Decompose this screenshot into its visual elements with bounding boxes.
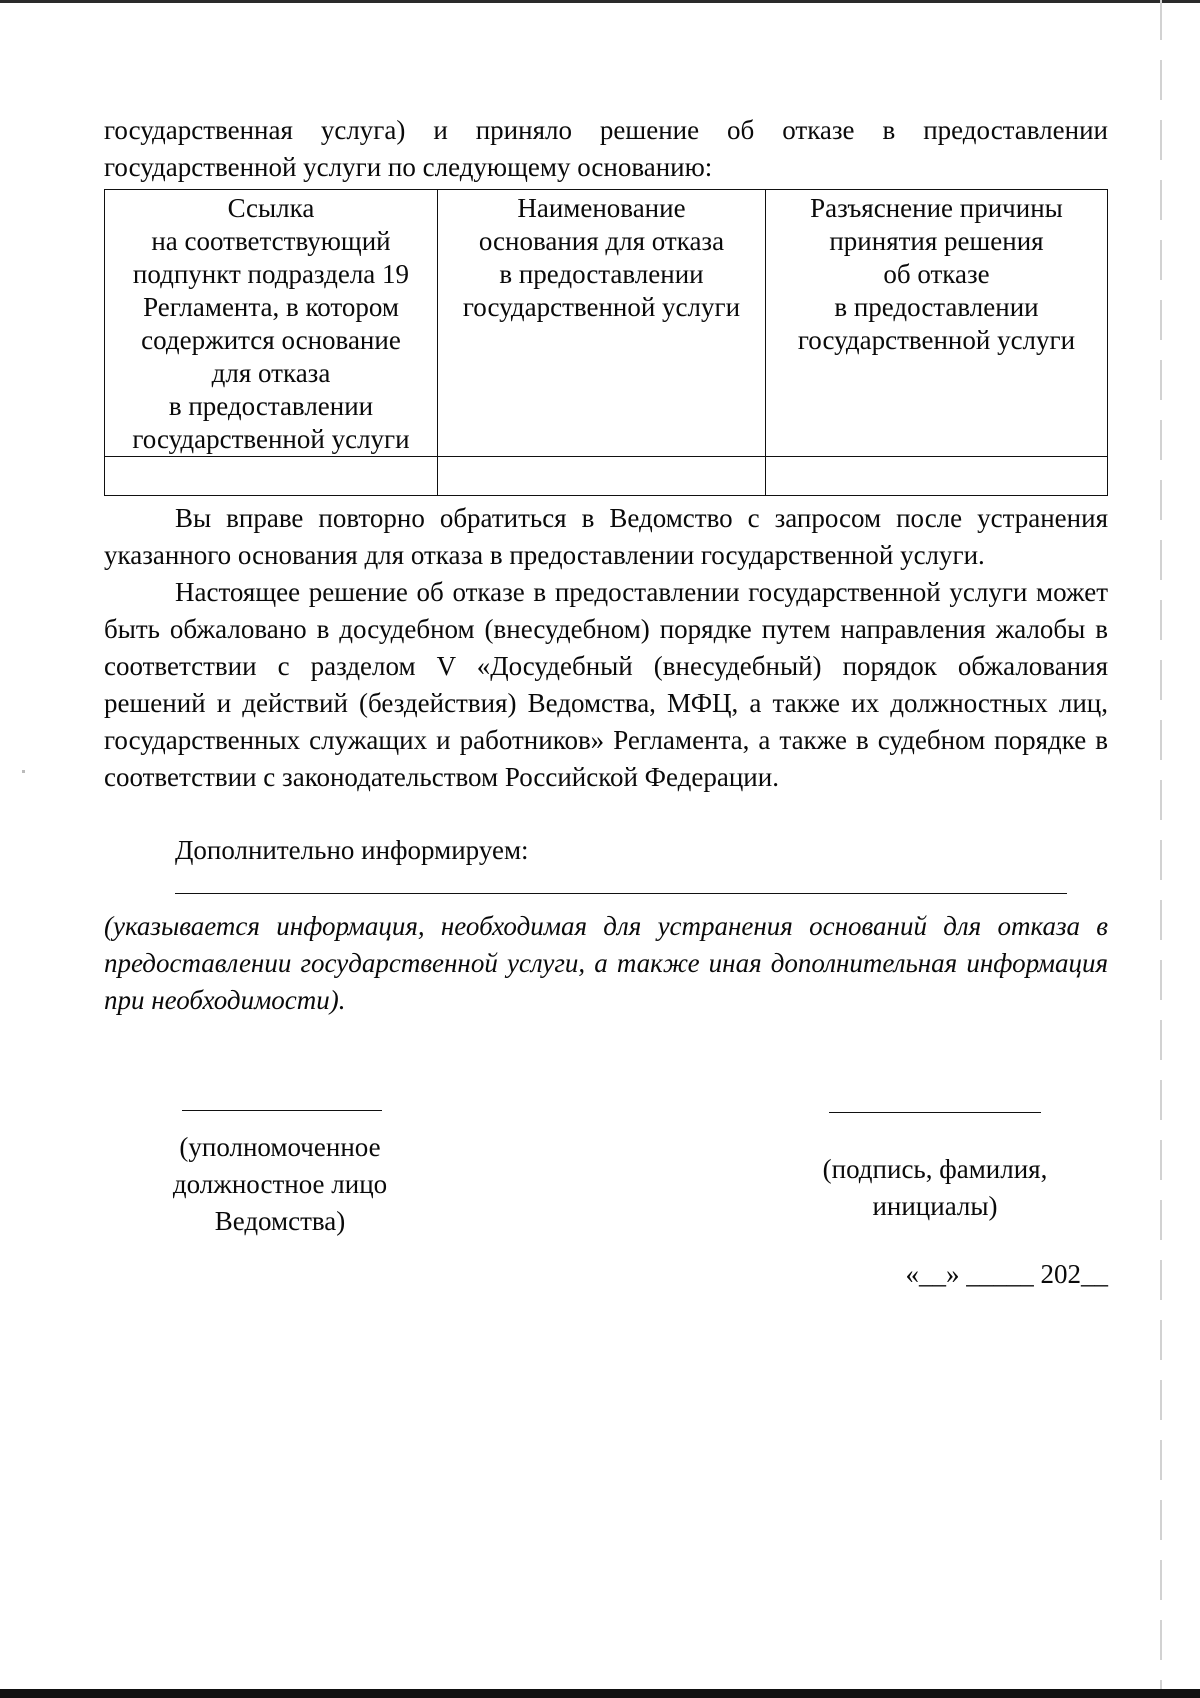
table-cell[interactable]: [765, 457, 1107, 496]
document-body: [104, 112, 1108, 1019]
page-top-edge: [0, 0, 1200, 3]
page-bottom-edge: [0, 1689, 1200, 1698]
header-cell-reference: [105, 190, 438, 457]
table-row-empty: [105, 457, 1108, 496]
header-line: в предоставлении: [499, 259, 704, 289]
header-line: основания для отказа: [478, 226, 725, 256]
additional-info-note: (указывается информация, необходимая для устранения оснований для отказа в предоставлении государственной услуги, а также иная дополнительная информация при необходимости).: [104, 911, 1108, 1015]
signature-line-name[interactable]: [829, 1112, 1041, 1113]
signature-block-name: [790, 1112, 1080, 1225]
header-line: государственной услуги: [462, 292, 741, 322]
header-line: государственной услуги: [132, 424, 410, 454]
header-line: Разъяснение причины: [810, 193, 1063, 223]
signature-caption-line: (уполномоченное: [179, 1132, 381, 1162]
table-header-row: [105, 190, 1108, 457]
signature-caption-line: инициалы): [872, 1191, 998, 1221]
header-cell-reason-name: [437, 190, 765, 457]
table-cell[interactable]: [105, 457, 438, 496]
header-line: в предоставлении: [834, 292, 1039, 322]
header-line: для отказа: [211, 358, 331, 388]
header-line: об отказе: [883, 259, 990, 289]
scan-speck: [22, 770, 25, 773]
header-line: на соответствующий: [151, 226, 391, 256]
intro-line-1: государственная услуга) и приняло решение об отказе в предоставлении: [104, 115, 1108, 145]
header-line: содержится основание: [141, 325, 401, 355]
header-cell-explanation: [765, 190, 1107, 457]
refusal-reasons-table: [104, 189, 1108, 496]
additional-info-fill-line[interactable]: [175, 873, 1067, 894]
additional-info-label: Дополнительно информируем:: [175, 835, 529, 865]
header-line: в предоставлении: [168, 391, 374, 421]
signature-caption-line: должностное лицо: [172, 1169, 388, 1199]
signature-block-official: [140, 1110, 420, 1240]
header-line: принятия решения: [829, 226, 1044, 256]
header-line: Наименование: [517, 193, 686, 223]
header-line: Регламента, в котором: [143, 292, 399, 322]
page-right-edge: [1160, 0, 1162, 1698]
header-line: государственной услуги: [797, 325, 1076, 355]
header-line: подпункт подраздела 19: [132, 259, 410, 289]
signature-line-official[interactable]: [182, 1110, 382, 1111]
header-line: Ссылка: [227, 193, 315, 223]
intro-line-2: государственной услуги по следующему основанию:: [104, 152, 713, 182]
table-cell[interactable]: [437, 457, 765, 496]
signature-caption-line: (подпись, фамилия,: [822, 1154, 1048, 1184]
signature-caption-line: Ведомства): [214, 1206, 346, 1236]
paragraph-appeal: Настоящее решение об отказе в предоставлении государственной услуги может быть обжаловано в досудебном (внесудебном) порядке путем направления жалобы в соответствии с разделом V «Досудебный (внесудебный) порядок обжалования решений и действий (бездействия) Ведомства, МФЦ, а также их должностных лиц, государственных служащих и работников» Регламента, а также в судебном порядке в соответствии с законодательством Российской Федерации.: [104, 577, 1108, 792]
date-field[interactable]: «__» _____ 202__: [905, 1259, 1108, 1289]
paragraph-reapply: Вы вправе повторно обратиться в Ведомство с запросом после устранения указанного основания для отказа в предоставлении государственной услуги.: [104, 503, 1108, 570]
